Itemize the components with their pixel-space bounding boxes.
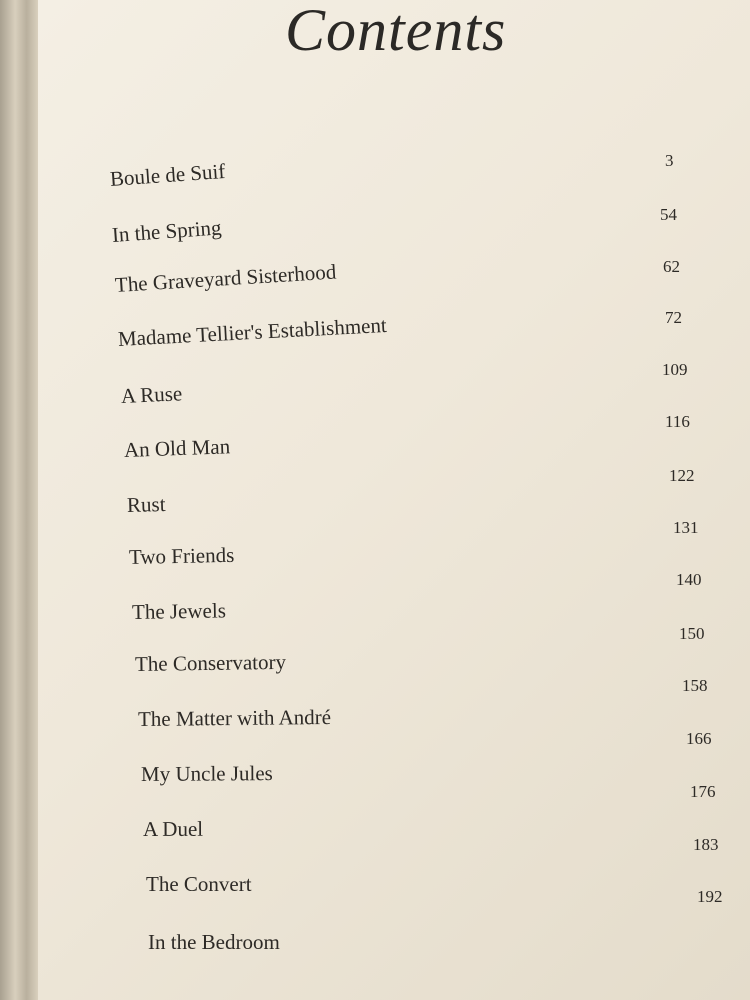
entry-page-number: 62 [663,257,680,276]
entry-page-number: 166 [686,729,712,748]
entry-title: The Graveyard Sisterhood [114,259,337,297]
entry-page-number: 122 [669,466,695,485]
entry-title: The Jewels [131,598,227,624]
entry-page-number: 140 [676,570,702,589]
entry-title: Boule de Suif [109,158,227,191]
entry-title: In the Spring [111,215,223,247]
entry-title: The Matter with André [137,704,332,731]
entry-page-number: 72 [665,308,682,327]
entry-title: Madame Tellier's Establishment [117,312,388,351]
entry-page-number: 183 [693,835,719,854]
entry-title: The Conservatory [134,649,287,676]
book-gutter-edge [0,0,38,1000]
entry-title: A Ruse [120,381,183,408]
entry-title: The Convert [146,872,252,896]
contents-heading: Contents [285,0,507,63]
entry-title: My Uncle Jules [140,761,273,786]
entry-title: In the Bedroom [148,930,280,954]
entry-title: A Duel [142,816,204,841]
entry-page-number: 158 [682,676,708,695]
entry-title: Rust [126,491,166,517]
entry-page-number: 150 [679,624,705,643]
entry-page-number: 3 [665,151,674,170]
entry-page-number: 192 [697,887,723,906]
entry-page-number: 116 [665,412,690,431]
entry-page-number: 109 [662,360,688,379]
entry-page-number: 176 [690,782,716,801]
entry-title: An Old Man [123,434,231,462]
entry-title: Two Friends [128,542,235,569]
entry-page-number: 131 [673,518,699,537]
entry-page-number: 54 [660,205,677,224]
